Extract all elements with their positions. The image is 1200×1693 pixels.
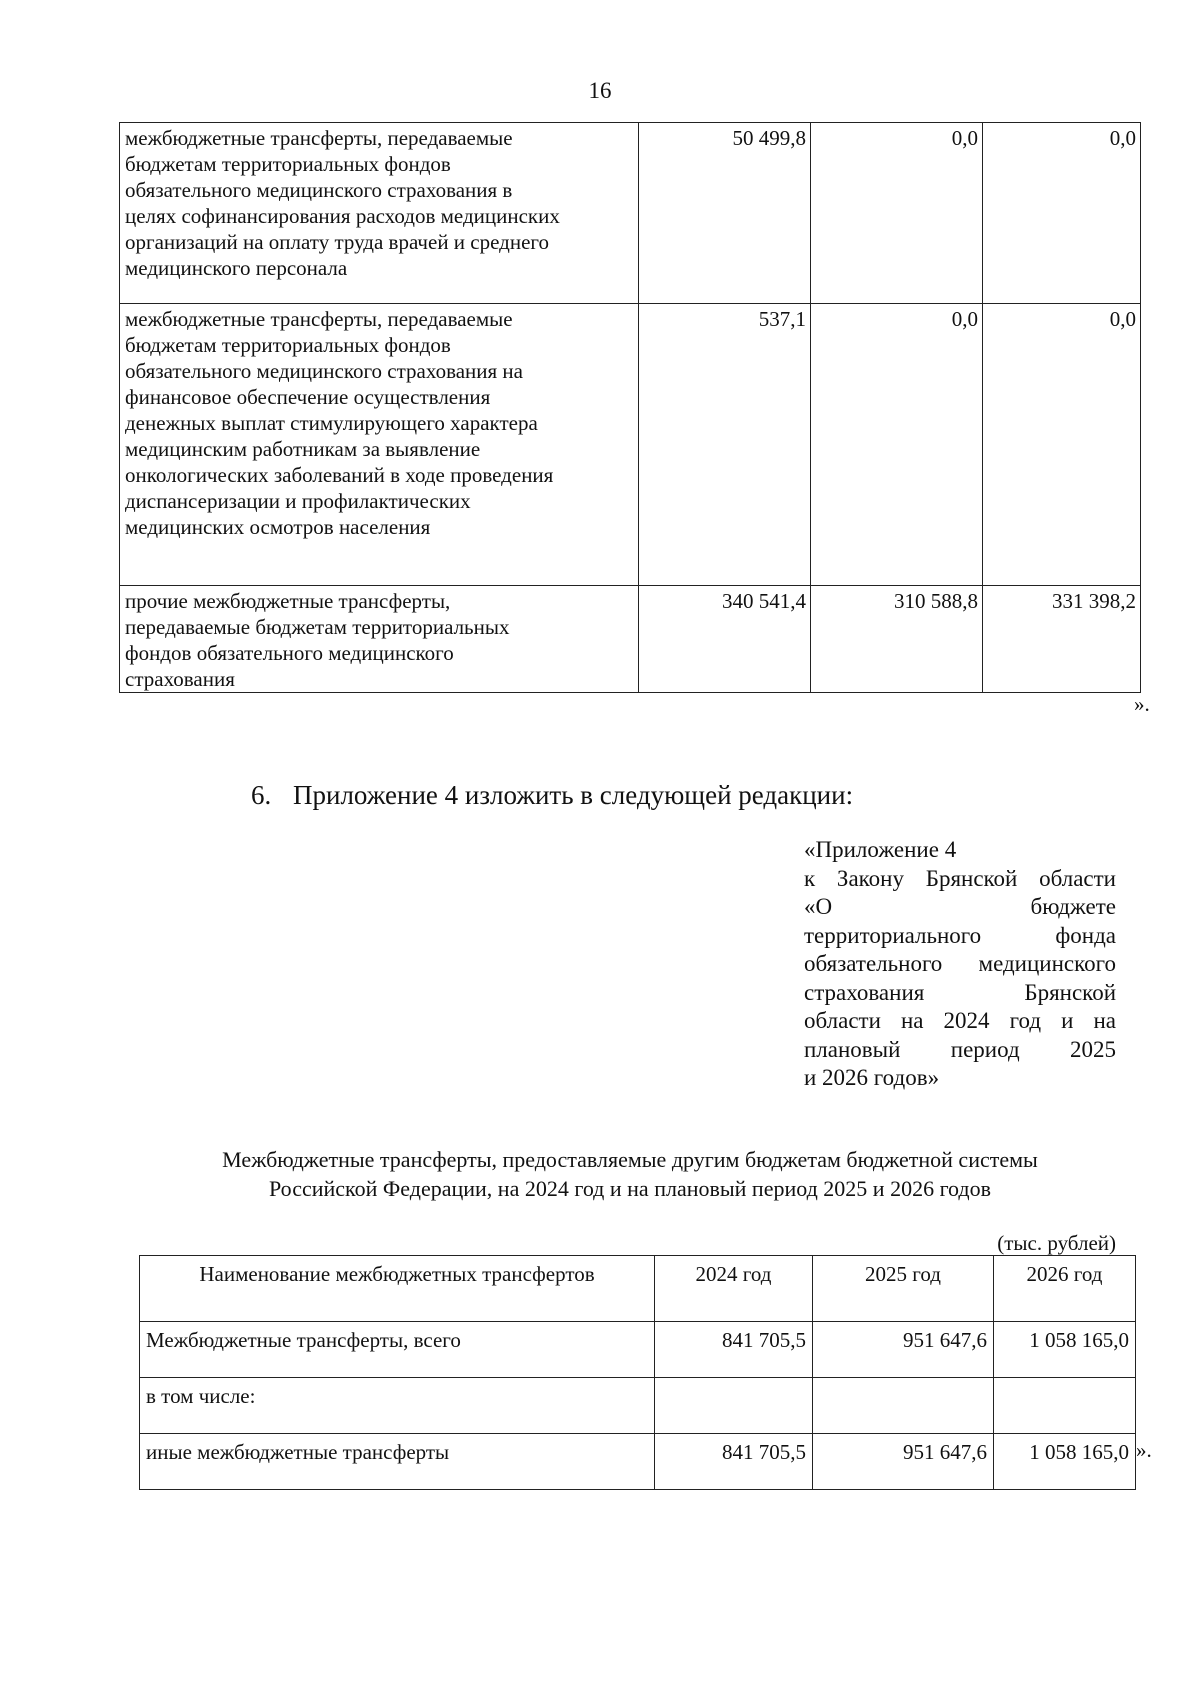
desc-line: денежных выплат стимулирующего характера (125, 411, 538, 435)
column-header-2026: 2026 год (994, 1256, 1136, 1322)
paragraph-6 (251, 780, 853, 811)
table-row (120, 586, 1141, 693)
appendix-line: и 2026 годов» (804, 1065, 940, 1090)
column-header-2025: 2025 год (813, 1256, 994, 1322)
desc-line: бюджетам территориальных фондов (125, 152, 451, 176)
table-row (140, 1322, 1136, 1378)
desc-line: межбюджетные трансферты, передаваемые (125, 307, 513, 331)
value-2024: 340 541,4 (639, 586, 811, 693)
row-name: в том числе: (140, 1378, 655, 1434)
column-header-2024: 2024 год (655, 1256, 813, 1322)
desc-line: обязательного медицинского страхования в (125, 178, 513, 202)
value-2025: 0,0 (811, 123, 983, 304)
desc-line: целях софинансирования расходов медицинских (125, 204, 560, 228)
desc-line: передаваемые бюджетам территориальных (125, 615, 510, 639)
value-2024: 841 705,5 (655, 1434, 813, 1490)
appendix-line: плановый период 2025 (804, 1036, 1116, 1062)
transfers-table (139, 1255, 1136, 1490)
value-2025: 951 647,6 (813, 1434, 994, 1490)
desc-line: медицинским работникам за выявление (125, 437, 481, 461)
row-name: иные межбюджетные трансферты (140, 1434, 655, 1490)
desc-line: финансовое обеспечение осуществления (125, 385, 491, 409)
table-row (140, 1378, 1136, 1434)
table-title (150, 1145, 1110, 1203)
title-line: Российской Федерации, на 2024 год и на плановый период 2025 и 2026 годов (268, 1176, 991, 1201)
value-2026: 1 058 165,0 (994, 1434, 1136, 1490)
value-2026: 1 058 165,0 (994, 1322, 1136, 1378)
table-row (140, 1434, 1136, 1490)
value-2025: 0,0 (811, 304, 983, 586)
table-header-row (140, 1256, 1136, 1322)
row-description (120, 586, 639, 693)
appendix-header (804, 836, 1116, 1093)
value-2026: 0,0 (983, 304, 1141, 586)
transfers-table-continued (119, 122, 1141, 693)
value-2024: 537,1 (639, 304, 811, 586)
desc-line: фондов обязательного медицинского (125, 641, 454, 665)
appendix-line: обязательного медицинского (804, 951, 1116, 976)
closing-quote-mark: ». (1136, 1438, 1152, 1462)
paragraph-number: 6. (251, 780, 272, 810)
paragraph-text: Приложение 4 изложить в следующей редакции: (293, 780, 854, 810)
row-description (120, 304, 639, 586)
row-description (120, 123, 639, 304)
table-row (120, 304, 1141, 586)
table-row (120, 123, 1141, 304)
value-2025 (813, 1378, 994, 1434)
column-header-name: Наименование межбюджетных трансфертов (140, 1256, 655, 1322)
desc-line: диспансеризации и профилактических (125, 489, 471, 513)
value-2026 (994, 1378, 1136, 1434)
title-line: Межбюджетные трансферты, предоставляемые другим бюджетам бюджетной системы (222, 1147, 1038, 1172)
desc-line: межбюджетные трансферты, передаваемые (125, 126, 513, 150)
value-2025: 310 588,8 (811, 586, 983, 693)
appendix-line: «Приложение 4 (804, 837, 957, 862)
desc-line: обязательного медицинского страхования на (125, 359, 523, 383)
page-number: 16 (588, 78, 612, 103)
desc-line: прочие межбюджетные трансферты, (125, 589, 451, 613)
value-2026: 331 398,2 (983, 586, 1141, 693)
appendix-line: области на 2024 год и на (804, 1008, 1116, 1033)
desc-line: организаций на оплату труда врачей и среднего (125, 230, 549, 254)
value-2024: 841 705,5 (655, 1322, 813, 1378)
value-2026: 0,0 (983, 123, 1141, 304)
value-2024 (655, 1378, 813, 1434)
appendix-line: к Закону Брянской области (804, 865, 1116, 891)
appendix-line: страхования Брянской (804, 979, 1116, 1005)
desc-line: медицинских осмотров населения (125, 515, 431, 539)
desc-line: онкологических заболеваний в ходе проведения (125, 463, 554, 487)
desc-line: медицинского персонала (125, 256, 348, 280)
value-2025: 951 647,6 (813, 1322, 994, 1378)
units-label: (тыс. рублей) (997, 1231, 1116, 1255)
value-2024: 50 499,8 (639, 123, 811, 304)
closing-quote-mark: ». (1134, 692, 1150, 716)
row-name: Межбюджетные трансферты, всего (140, 1322, 655, 1378)
appendix-line: территориального фонда (804, 922, 1116, 948)
desc-line: бюджетам территориальных фондов (125, 333, 451, 357)
appendix-line: «О бюджете (804, 894, 1116, 919)
desc-line: страхования (125, 667, 235, 691)
